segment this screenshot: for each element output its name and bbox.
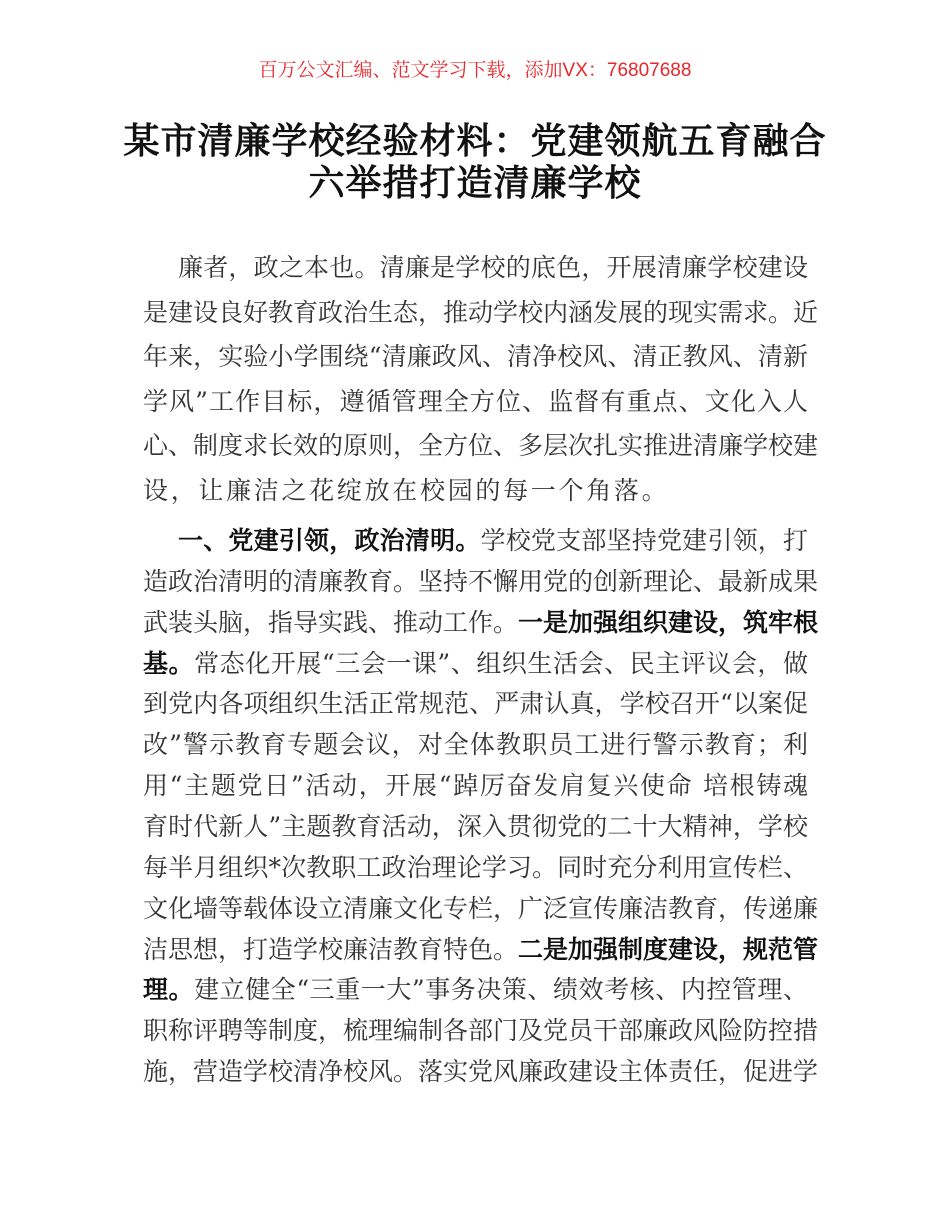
bold-heading-text: 二是加强制度建设，规范管 (518, 934, 819, 964)
body-text: 每半月组织*次教职工政治理论学习。同时充分利用宣传栏、 (143, 852, 808, 882)
body-text: 改”警示教育专题会议，对全体教职员工进行警示教育；利 (143, 730, 808, 760)
body-text: 洁思想，打造学校廉洁教育特色。 (143, 934, 519, 964)
body-text: 常态化开展“三会一课”、组织生活会、民主评议会，做 (194, 648, 808, 678)
body-text: 到党内各项组织生活正常规范、严肃认真，学校召开“以案促 (143, 689, 808, 719)
body-text: 设，让廉洁之花绽放在校园的每一个角落。 (143, 476, 670, 505)
body-text: 施，营造学校清净校风。落实党风廉政建设主体责任，促进学 (143, 1057, 819, 1087)
watermark-banner: 百万公文汇编、范文学习下载，添加VX：76807688 (258, 60, 692, 81)
body-text: 学风”工作目标，遵循管理全方位、监督有重点、文化入人 (143, 386, 808, 416)
body-text: 文化墙等载体设立清廉文化专栏，广泛宣传廉洁教育，传递廉 (143, 893, 819, 923)
body-text: 是建设良好教育政治生态，推动学校内涵发展的现实需求。近 (143, 297, 819, 327)
body-text: 武装头脑，指导实践、推动工作。 (143, 607, 519, 637)
body-text: 学校党支部坚持党建引领，打 (480, 526, 808, 555)
bold-heading-text: 理。 (143, 975, 195, 1005)
body-text: 廉者，政之本也。清廉是学校的底色，开展清廉学校建设 (178, 253, 808, 282)
body-text: 建立健全“三重一大”事务决策、绩效考核、内控管理、 (194, 975, 808, 1005)
body-text: 心、制度求长效的原则，全方位、多层次扎实推进清廉学校建 (143, 431, 819, 461)
body-text: 造政治清明的清廉教育。坚持不懈用党的创新理论、最新成果 (143, 566, 819, 596)
body-text: 育时代新人”主题教育活动，深入贯彻党的二十大精神，学校 (143, 811, 808, 841)
body-text: 用“主题党日”活动，开展“踔厉奋发肩复兴使命 培根铸魂 (143, 771, 808, 801)
bold-heading-text: 一是加强组织建设，筑牢根 (518, 607, 819, 637)
bold-heading-text: 基。 (143, 648, 195, 678)
bold-heading-text: 一、党建引领，政治清明。 (178, 526, 481, 555)
document-title-line-2: 六举措打造清廉学校 (308, 162, 642, 204)
document-title-line-1: 某市清廉学校经验材料：党建领航五育融合 (123, 120, 827, 162)
body-text: 职称评聘等制度，梳理编制各部门及党员干部廉政风险防控措 (143, 1016, 819, 1046)
body-text: 年来，实验小学围绕“清廉政风、清净校风、清正教风、清新 (143, 342, 808, 372)
